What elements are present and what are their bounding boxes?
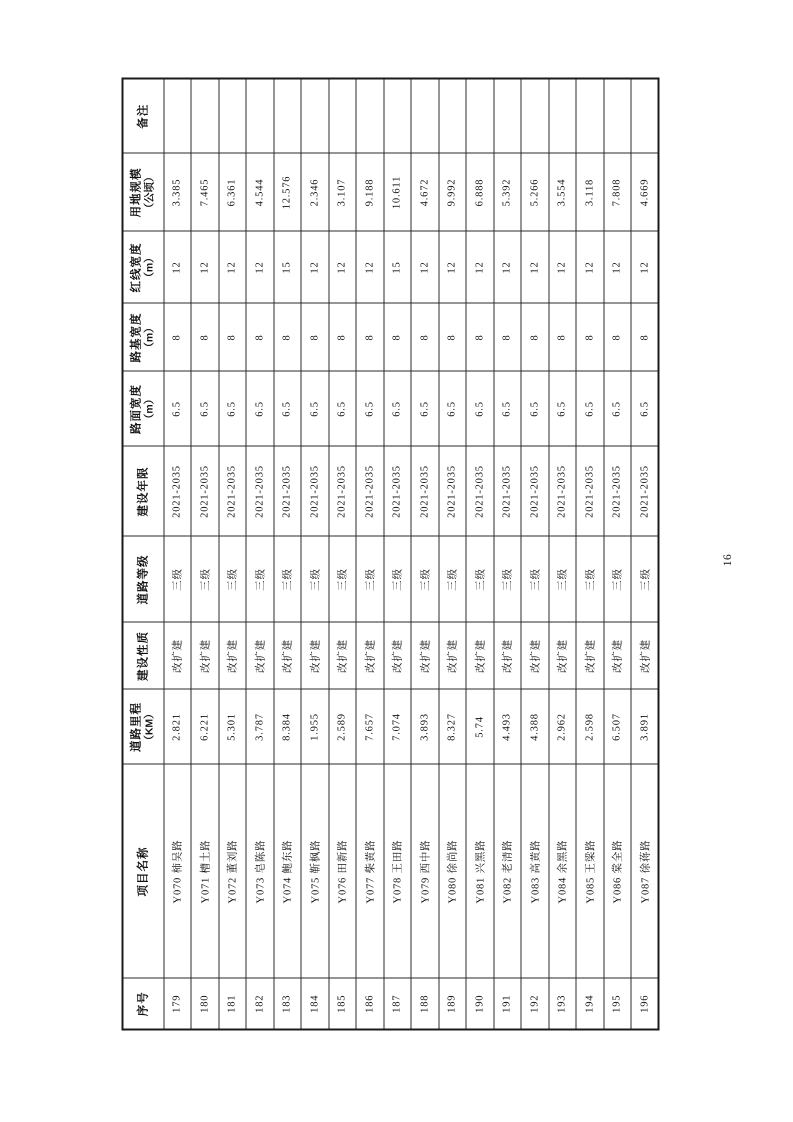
table-row (328, 78, 356, 1029)
table-row (521, 78, 549, 1029)
cell-no: 186 (356, 978, 384, 1029)
cell-construction-nature: 改扩建 (246, 622, 274, 689)
cell-no: 183 (273, 978, 301, 1029)
cell-roadbed-width: 8 (301, 303, 329, 371)
cell-pavement-width: 6.5 (246, 371, 274, 446)
cell-remarks (521, 78, 549, 153)
cell-land-area: 3.385 (163, 153, 191, 231)
cell-remarks (218, 78, 246, 153)
cell-remarks (328, 78, 356, 153)
cell-project-name: Y073 皂陈路 (246, 764, 274, 978)
cell-construction-period: 2021-2035 (383, 446, 411, 536)
cell-road-mileage: 6.221 (191, 689, 219, 764)
cell-land-area: 7.465 (191, 153, 219, 231)
cell-construction-nature: 改扩建 (466, 622, 494, 689)
table-row (603, 78, 631, 1029)
cell-redline-width: 15 (273, 231, 301, 303)
table-row (356, 78, 384, 1029)
cell-redline-width: 12 (521, 231, 549, 303)
cell-redline-width: 12 (301, 231, 329, 303)
header-label: 备注 (136, 103, 149, 129)
cell-no: 189 (438, 978, 466, 1029)
cell-project-name: Y077 柴黄路 (356, 764, 384, 978)
header-cell-road-grade (122, 536, 163, 622)
cell-land-area: 9.992 (438, 153, 466, 231)
cell-no: 182 (246, 978, 274, 1029)
table-row (383, 78, 411, 1029)
cell-construction-nature: 改扩建 (191, 622, 219, 689)
cell-construction-nature: 改扩建 (218, 622, 246, 689)
cell-pavement-width: 6.5 (438, 371, 466, 446)
table-row (631, 78, 659, 1029)
cell-roadbed-width: 8 (576, 303, 604, 371)
cell-roadbed-width: 8 (191, 303, 219, 371)
cell-no: 180 (191, 978, 219, 1029)
cell-redline-width: 12 (603, 231, 631, 303)
cell-road-mileage: 5.301 (218, 689, 246, 764)
header-label: 序号 (136, 990, 149, 1016)
cell-redline-width: 12 (631, 231, 659, 303)
header-unit: （m） (143, 251, 156, 283)
cell-no: 193 (548, 978, 576, 1029)
cell-remarks (603, 78, 631, 153)
cell-remarks (631, 78, 659, 153)
header-cell-road-mileage (122, 689, 163, 764)
cell-construction-period: 2021-2035 (603, 446, 631, 536)
header-label: 建设性质 (136, 630, 149, 681)
cell-project-name: Y081 兴黑路 (466, 764, 494, 978)
cell-project-name: Y085 王梁路 (576, 764, 604, 978)
cell-road-grade: 三级 (328, 536, 356, 622)
table-row (438, 78, 466, 1029)
header-unit: （m） (143, 321, 156, 353)
cell-remarks (493, 78, 521, 153)
cell-road-grade: 三级 (521, 536, 549, 622)
cell-redline-width: 12 (466, 231, 494, 303)
cell-pavement-width: 6.5 (521, 371, 549, 446)
cell-remarks (438, 78, 466, 153)
cell-roadbed-width: 8 (493, 303, 521, 371)
cell-pavement-width: 6.5 (273, 371, 301, 446)
cell-redline-width: 12 (163, 231, 191, 303)
cell-land-area: 3.554 (548, 153, 576, 231)
cell-redline-width: 15 (383, 231, 411, 303)
cell-project-name: Y080 徐尚路 (438, 764, 466, 978)
cell-project-name: Y072 董刘路 (218, 764, 246, 978)
header-label: 红线宽度 (130, 242, 142, 292)
header-label: 建设年限 (136, 466, 149, 516)
cell-remarks (163, 78, 191, 153)
cell-roadbed-width: 8 (163, 303, 191, 371)
header-label: 用地规模 (130, 167, 142, 217)
road-projects-table (121, 77, 659, 1030)
cell-pavement-width: 6.5 (603, 371, 631, 446)
cell-pavement-width: 6.5 (163, 371, 191, 446)
cell-pavement-width: 6.5 (328, 371, 356, 446)
cell-roadbed-width: 8 (218, 303, 246, 371)
cell-project-name: Y076 田新路 (328, 764, 356, 978)
cell-roadbed-width: 8 (246, 303, 274, 371)
table-row (191, 78, 219, 1029)
cell-construction-period: 2021-2035 (273, 446, 301, 536)
cell-land-area: 4.669 (631, 153, 659, 231)
cell-pavement-width: 6.5 (356, 371, 384, 446)
cell-no: 194 (576, 978, 604, 1029)
header-unit: （KM） (143, 707, 156, 746)
cell-road-grade: 三级 (438, 536, 466, 622)
cell-construction-period: 2021-2035 (631, 446, 659, 536)
page-number: 16 (722, 553, 734, 567)
cell-remarks (273, 78, 301, 153)
cell-road-mileage: 2.821 (163, 689, 191, 764)
header-cell-construction-nature (122, 622, 163, 689)
cell-remarks (576, 78, 604, 153)
cell-redline-width: 12 (576, 231, 604, 303)
table-header (122, 78, 163, 1029)
cell-roadbed-width: 8 (438, 303, 466, 371)
header-label: 项目名称 (136, 846, 149, 896)
cell-no: 187 (383, 978, 411, 1029)
header-cell-pavement-width (122, 371, 163, 446)
cell-no: 184 (301, 978, 329, 1029)
cell-road-mileage: 6.507 (603, 689, 631, 764)
cell-construction-period: 2021-2035 (466, 446, 494, 536)
cell-land-area: 12.576 (273, 153, 301, 231)
cell-construction-nature: 改扩建 (603, 622, 631, 689)
cell-project-name: Y078 王田路 (383, 764, 411, 978)
cell-pavement-width: 6.5 (631, 371, 659, 446)
cell-pavement-width: 6.5 (576, 371, 604, 446)
cell-road-mileage: 3.893 (411, 689, 439, 764)
header-cell-roadbed-width (122, 303, 163, 371)
cell-construction-nature: 改扩建 (493, 622, 521, 689)
header-label: 道路等级 (136, 554, 149, 604)
cell-road-grade: 三级 (411, 536, 439, 622)
cell-land-area: 10.611 (383, 153, 411, 231)
cell-construction-nature: 改扩建 (438, 622, 466, 689)
cell-no: 185 (328, 978, 356, 1029)
cell-construction-period: 2021-2035 (576, 446, 604, 536)
cell-project-name: Y086 棠全路 (603, 764, 631, 978)
cell-land-area: 6.361 (218, 153, 246, 231)
header-cell-remarks (122, 78, 163, 153)
table-row (548, 78, 576, 1029)
cell-construction-nature: 改扩建 (273, 622, 301, 689)
cell-roadbed-width: 8 (631, 303, 659, 371)
cell-no: 192 (521, 978, 549, 1029)
cell-road-mileage: 2.962 (548, 689, 576, 764)
cell-construction-period: 2021-2035 (438, 446, 466, 536)
cell-redline-width: 12 (411, 231, 439, 303)
cell-construction-nature: 改扩建 (301, 622, 329, 689)
cell-construction-nature: 改扩建 (383, 622, 411, 689)
cell-redline-width: 12 (246, 231, 274, 303)
table-header-row (122, 78, 163, 1029)
cell-road-mileage: 7.657 (356, 689, 384, 764)
cell-road-mileage: 4.388 (521, 689, 549, 764)
cell-road-mileage: 8.327 (438, 689, 466, 764)
cell-construction-period: 2021-2035 (548, 446, 576, 536)
cell-redline-width: 12 (493, 231, 521, 303)
table-row (301, 78, 329, 1029)
header-label: 路面宽度 (130, 383, 142, 434)
cell-project-name: Y074 鲍东路 (273, 764, 301, 978)
cell-project-name: Y075 靳枫路 (301, 764, 329, 978)
header-unit: （公顷） (143, 171, 156, 213)
cell-project-name: Y082 老清路 (493, 764, 521, 978)
cell-remarks (466, 78, 494, 153)
cell-redline-width: 12 (218, 231, 246, 303)
table-row (246, 78, 274, 1029)
cell-road-mileage: 8.384 (273, 689, 301, 764)
cell-roadbed-width: 8 (383, 303, 411, 371)
cell-land-area: 3.107 (328, 153, 356, 231)
cell-road-grade: 三级 (301, 536, 329, 622)
cell-road-grade: 三级 (548, 536, 576, 622)
header-unit: （m） (143, 393, 156, 424)
cell-redline-width: 12 (548, 231, 576, 303)
header-cell-construction-period (122, 446, 163, 536)
cell-project-name: Y087 徐蒋路 (631, 764, 659, 978)
cell-land-area: 7.808 (603, 153, 631, 231)
cell-remarks (383, 78, 411, 153)
cell-pavement-width: 6.5 (218, 371, 246, 446)
cell-pavement-width: 6.5 (466, 371, 494, 446)
cell-remarks (411, 78, 439, 153)
cell-road-grade: 三级 (493, 536, 521, 622)
header-label: 路基宽度 (130, 312, 142, 362)
cell-land-area: 4.544 (246, 153, 274, 231)
cell-construction-period: 2021-2035 (218, 446, 246, 536)
cell-road-grade: 三级 (273, 536, 301, 622)
cell-redline-width: 12 (328, 231, 356, 303)
table-row (576, 78, 604, 1029)
cell-construction-period: 2021-2035 (163, 446, 191, 536)
cell-construction-period: 2021-2035 (246, 446, 274, 536)
cell-project-name: Y083 高黄路 (521, 764, 549, 978)
cell-remarks (356, 78, 384, 153)
cell-construction-nature: 改扩建 (356, 622, 384, 689)
cell-road-grade: 三级 (603, 536, 631, 622)
table-body (163, 78, 658, 1029)
cell-construction-period: 2021-2035 (411, 446, 439, 536)
cell-roadbed-width: 8 (328, 303, 356, 371)
cell-road-mileage: 1.955 (301, 689, 329, 764)
cell-pavement-width: 6.5 (548, 371, 576, 446)
cell-road-grade: 三级 (218, 536, 246, 622)
cell-remarks (301, 78, 329, 153)
cell-roadbed-width: 8 (466, 303, 494, 371)
cell-road-grade: 三级 (383, 536, 411, 622)
cell-no: 196 (631, 978, 659, 1029)
cell-pavement-width: 6.5 (301, 371, 329, 446)
header-cell-no (122, 978, 163, 1029)
cell-land-area: 3.118 (576, 153, 604, 231)
cell-remarks (548, 78, 576, 153)
cell-road-mileage: 2.598 (576, 689, 604, 764)
cell-road-mileage: 5.74 (466, 689, 494, 764)
cell-construction-nature: 改扩建 (521, 622, 549, 689)
cell-project-name: Y071 槽土路 (191, 764, 219, 978)
header-cell-project-name (122, 764, 163, 978)
table-row (218, 78, 246, 1029)
rotated-table-container (121, 79, 657, 1030)
cell-no: 195 (603, 978, 631, 1029)
table-row (466, 78, 494, 1029)
table-row (493, 78, 521, 1029)
cell-redline-width: 12 (356, 231, 384, 303)
cell-pavement-width: 6.5 (191, 371, 219, 446)
cell-remarks (246, 78, 274, 153)
cell-construction-nature: 改扩建 (576, 622, 604, 689)
cell-construction-nature: 改扩建 (411, 622, 439, 689)
cell-no: 181 (218, 978, 246, 1029)
cell-no: 191 (493, 978, 521, 1029)
cell-land-area: 5.266 (521, 153, 549, 231)
header-label: 道路里程 (130, 701, 142, 752)
cell-land-area: 4.672 (411, 153, 439, 231)
cell-road-grade: 三级 (576, 536, 604, 622)
cell-road-mileage: 2.589 (328, 689, 356, 764)
cell-roadbed-width: 8 (273, 303, 301, 371)
table-row (411, 78, 439, 1029)
cell-construction-nature: 改扩建 (548, 622, 576, 689)
cell-construction-nature: 改扩建 (328, 622, 356, 689)
cell-road-mileage: 3.787 (246, 689, 274, 764)
cell-construction-nature: 改扩建 (163, 622, 191, 689)
cell-pavement-width: 6.5 (411, 371, 439, 446)
table-row (163, 78, 191, 1029)
cell-road-mileage: 3.891 (631, 689, 659, 764)
cell-roadbed-width: 8 (603, 303, 631, 371)
cell-no: 188 (411, 978, 439, 1029)
cell-land-area: 2.346 (301, 153, 329, 231)
cell-redline-width: 12 (438, 231, 466, 303)
cell-construction-period: 2021-2035 (356, 446, 384, 536)
cell-no: 179 (163, 978, 191, 1029)
cell-land-area: 9.188 (356, 153, 384, 231)
cell-roadbed-width: 8 (411, 303, 439, 371)
cell-road-grade: 三级 (246, 536, 274, 622)
cell-remarks (191, 78, 219, 153)
cell-no: 190 (466, 978, 494, 1029)
cell-project-name: Y070 柿吴路 (163, 764, 191, 978)
cell-construction-period: 2021-2035 (301, 446, 329, 536)
cell-road-grade: 三级 (466, 536, 494, 622)
cell-project-name: Y079 西中路 (411, 764, 439, 978)
cell-pavement-width: 6.5 (383, 371, 411, 446)
cell-redline-width: 12 (191, 231, 219, 303)
cell-pavement-width: 6.5 (493, 371, 521, 446)
cell-land-area: 5.392 (493, 153, 521, 231)
cell-construction-period: 2021-2035 (493, 446, 521, 536)
cell-land-area: 6.888 (466, 153, 494, 231)
cell-project-name: Y084 余黑路 (548, 764, 576, 978)
cell-road-grade: 三级 (356, 536, 384, 622)
cell-construction-period: 2021-2035 (521, 446, 549, 536)
cell-road-grade: 三级 (191, 536, 219, 622)
cell-construction-period: 2021-2035 (328, 446, 356, 536)
cell-road-mileage: 7.074 (383, 689, 411, 764)
cell-construction-period: 2021-2035 (191, 446, 219, 536)
table-row (273, 78, 301, 1029)
cell-roadbed-width: 8 (356, 303, 384, 371)
cell-road-grade: 三级 (631, 536, 659, 622)
cell-road-mileage: 4.493 (493, 689, 521, 764)
cell-roadbed-width: 8 (521, 303, 549, 371)
cell-roadbed-width: 8 (548, 303, 576, 371)
header-cell-redline-width (122, 231, 163, 303)
header-cell-land-area (122, 153, 163, 231)
cell-construction-nature: 改扩建 (631, 622, 659, 689)
cell-road-grade: 三级 (163, 536, 191, 622)
